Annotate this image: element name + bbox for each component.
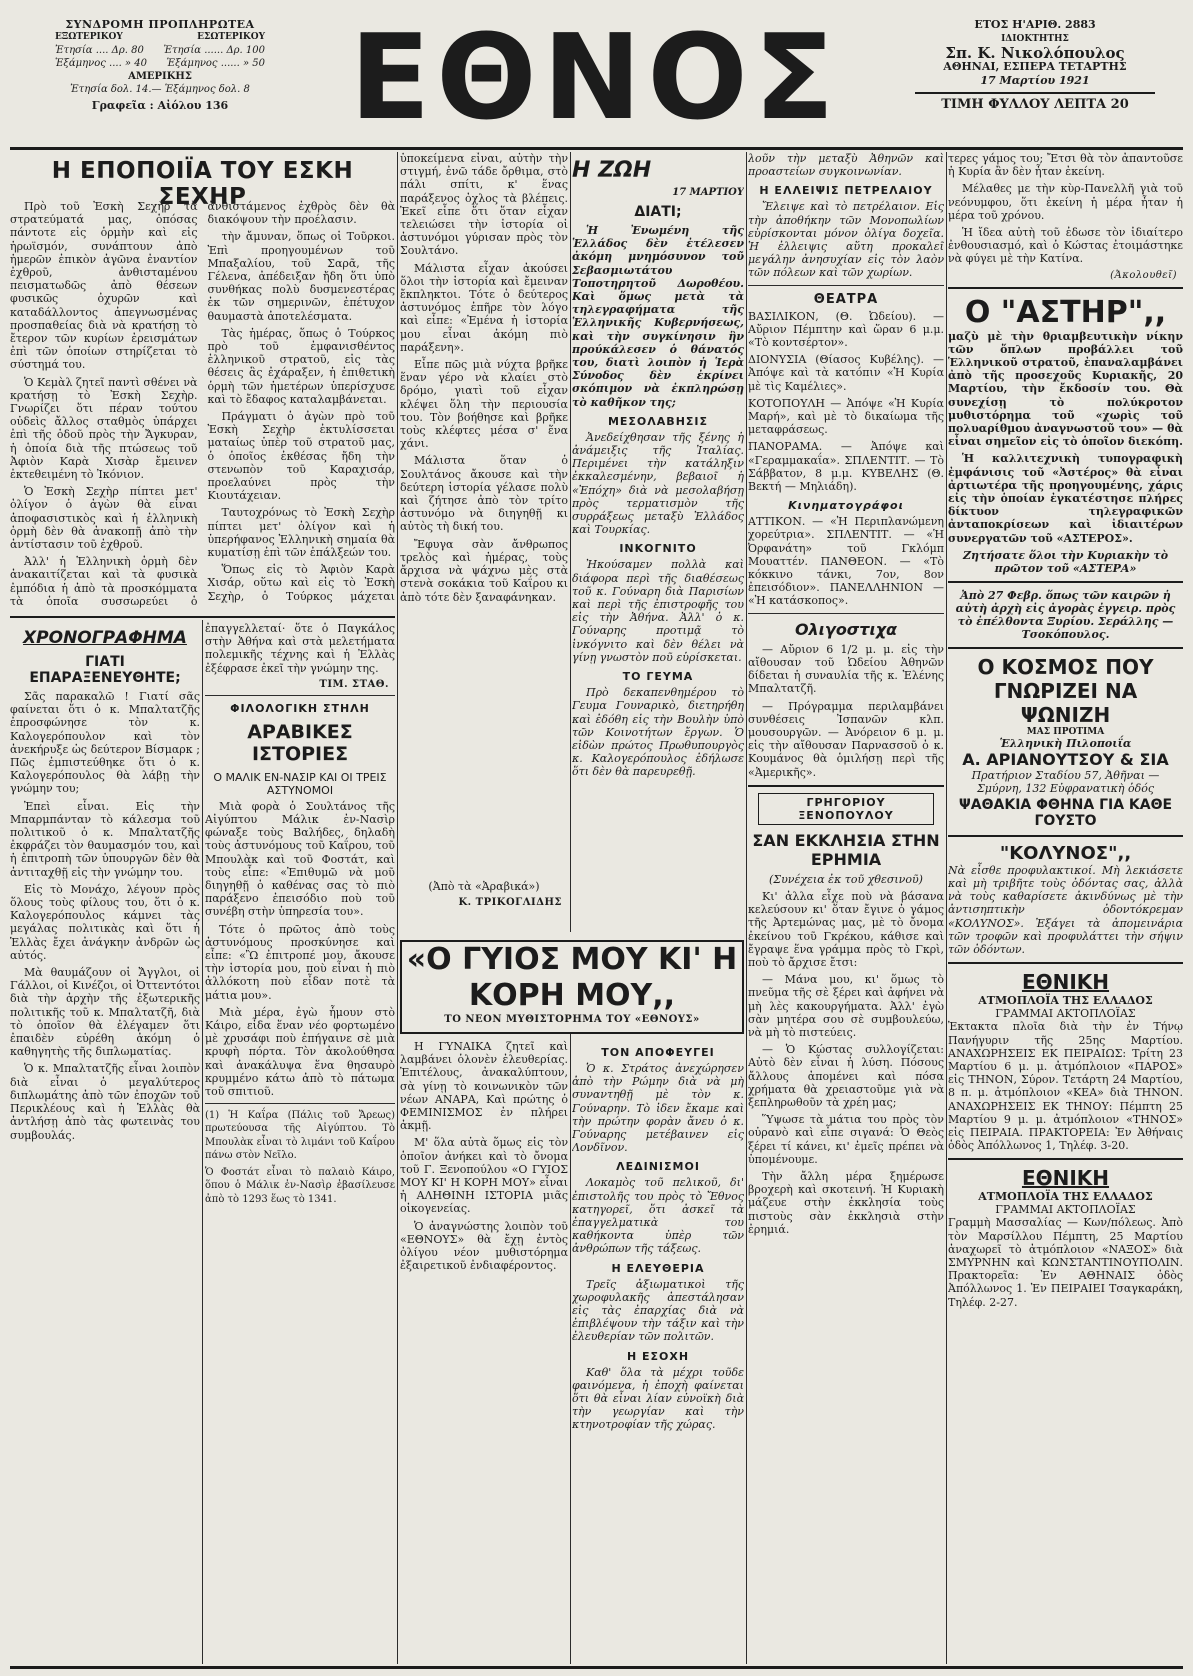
chronografima-subhead: ΓΙΑΤΙ ΕΠΑΡΑΞΕΝΕΥΘΗΤΕ; [29, 654, 181, 686]
story-subtitle: Ο ΜΑΛΙΚ ΕΝ-ΝΑΣΙΡ ΚΑΙ ΟΙ ΤΡΕΙΣ ΑΣΤΥΝΟΜΟΙ [213, 770, 387, 797]
column-3-sign [400, 880, 568, 912]
article-paragraph: Ὁ ἀναγνώστης λοιπὸν τοῦ «ΕΘΝΟΥΣ» θὰ ἔχῃ ἐντὸς ὀλίγου νέον μυθιστόρημα ἐξαιρετικοῦ ἐνδιαφέροντος. [400, 1219, 568, 1273]
article-paragraph: — Πρόγραμμα περιλαμβάνει συνθέσεις Ἰσπανῶν κλπ. μουσουργῶν. — Ἀνόρειον 6 μ. μ. εἰς τὴν αἴθουσαν Παρνασσοῦ ὁ κ. Κουμάνος θὰ ὁμιλήσῃ περὶ τῆς «Ἀμερικῆς». [748, 699, 944, 779]
article-paragraph: — Μάνα μου, κι' ὅμως τὸ πνεῦμα τῆς σὲ ξέρει καὶ ἀφήνει νὰ μὴ λὲς κακουργήματα. Ἀλλ' ἐγὼ σὰν μητέρα σου σὲ συμβουλεύω, νὰ μὴ τὸ πιστεύεις. [748, 973, 944, 1039]
divider [205, 695, 395, 696]
article-paragraph: Ὅπως εἰς τὸ Ἀφιὸν Καρὰ Χισάρ, οὕτω καὶ εἰς τὸ Ἐσκὴ Σεχὴρ, ὁ Τούρκος μάχεται [207, 563, 395, 603]
ethniki-ad-sub: ΑΤΜΟΠΛΟΪΑ ΤΗΣ ΕΛΛΑΔΟΣ [978, 994, 1153, 1008]
ethniki-ad-text: Γραμμὴ Μασσαλίας — Κων/πόλεως. Ἀπὸ τὸν Μαρσίλλου Πέμπτη, 25 Μαρτίου ἀναχωρεῖ τὸ ἀτμόπλοιον «ΝΑΞΟΣ» διὰ ΣΜΥΡΝΗΝ καὶ ΚΩΝΣΤΑΝΤΙΝΟΥΠΟΛΙΝ. Πρακτορεῖα: Ἐν ΑΘΗΝΑΙΣ ὁδὸς Ἀπόλλωνος 1. Ἐν ΠΕΙΡΑΙΕΙ Τσαγκαράκη, Τηλέφ. 2-27. [948, 1216, 1183, 1309]
column-rule [746, 152, 747, 1664]
novel-announcement-text [400, 1040, 568, 1664]
section-title-zoi: Η ΖΩΗ [572, 158, 652, 183]
column-4-lower [572, 1040, 744, 1664]
article-paragraph: Ἀνεδείχθησαν τῆς ξένης ἡ ἀνάμειξις τῆς Ἰταλίας. Περιμένει τὴν κατάληξιν ἐκκαλεσμένην, βεβαιοῖ ἡ «Ἐπόχη» διὰ νὰ μεσολαβήσῃ πρὸς τερματισμὸν τῆς συρράξεως μεταξὺ Ἑλλάδος καὶ Τουρκίας. [572, 430, 744, 537]
footnote: Ὁ Φοστάτ εἶναι τὸ παλαιὸ Κάιρο, ὅπου ὁ Μάλικ ἐν-Νασὶρ ἐβασίλευσε ἀπὸ τὸ 1293 ἕως τὸ 1341. [205, 1167, 395, 1205]
article-paragraph: Εἶπε πῶς μιὰ νύχτα βρῆκε ἕναν γέρο νὰ κλαίει στὸ δρόμο, γιατὶ τοῦ εἶχαν κλέψει ὅλη τὴν περιουσία του. Τὸν βοήθησε καὶ βρῆκε τοὺς κλέφτες μέσα σ' ἕνα χάνι. [400, 358, 568, 451]
column-5 [748, 152, 944, 1664]
article-paragraph: Ἀλλ' ἡ Ἑλληνικὴ ὁρμὴ δὲν ἀνακαιτίζεται καὶ τὰ φυσικὰ ἐμπόδια ἡ ἀπὸ τὰ προσκόμματα τὰ ὁποῖα συσσωρεύει ὁ ἀνθιστάμενος ἐχθρὸς δὲν θὰ διακόψουν τὴν προέλασιν. [10, 200, 395, 608]
ethniki-ad-title: ΕΘΝΙΚΗ [1021, 970, 1110, 995]
column-4 [572, 152, 744, 932]
kosmos-ad-address: Πρατήριον Σταδίου 57, Ἀθῆναι — Σμύρνη, 132 Εὐφρανατικὴ ὁδός [971, 768, 1160, 795]
article-paragraph: Μάλιστα εἶχαν ἀκούσει ὅλοι τὴν ἱστορία καὶ ἔμειναν ἔκπληκτοι. Τότε ὁ δεύτερος ἀστυνόμος ἐπῆρε τὸν λόγο καὶ εἶπε: «Ἐμένα ἡ ἱστορία μου εἶναι ἀκόμη πιὸ παράξενη». [400, 261, 568, 354]
ethniki-ad-line: ΓΡΑΜΜΑΙ ΑΚΤΟΠΛΟΪΑΣ [995, 1007, 1136, 1021]
footnote: (1) Ἡ Καΐρα (Πάλις τοῦ Ἄρεως) πρωτεύουσα τῆς Αἰγύπτου. Τὸ Μπουλὰκ εἶναι τὸ λιμάνι τοῦ Καΐρου πάνω στὸν Νεῖλο. [205, 1110, 395, 1161]
article-paragraph: Καθ' ὅλα τὰ μέχρι τοῦδε φαινόμενα, ἡ ἐποχὴ φαίνεται ὅτι θὰ εἶναι λίαν εὐνοϊκὴ διὰ τὴν γεωργίαν καὶ τὴν κτηνοτροφίαν τῆς χώρας. [572, 1365, 744, 1432]
subscription-domestic-label: ΕΣΩΤΕΡΙΚΟΥ [197, 32, 265, 42]
article-paragraph: Κι' ἀλλα εἶχε ποὺ νὰ βάσανα κελεύσουν κι' ὅταν ἔγινε ὁ γάμος τῆς Ἀρτεμώνας μας, μὲ τὸ ὄνομα ἐκείνου τοῦ Γκρέκου, κάθισε καὶ ἔγραψε ἕνα γράμμα πρὸς τὸ Γκρὶ, ποὺ τὸ ἄρχισε ἔτσι: [748, 889, 944, 969]
article-paragraph: Πράγματι ὁ ἀγὼν πρὸ τοῦ Ἐσκὴ Σεχὴρ ἐκτυλίσσεται ματαίως ὑπὲρ τοῦ στρατοῦ μας, ὁ ὁποῖος ἐκθέσας ἤδη τὴν στενωπὸν τοῦ Καραχισάρ, προελαύνει πρὸς τὴν Κιουτάχειαν. [207, 410, 395, 503]
subscription-row: Ἐτησία .... Δρ. 80 [55, 45, 144, 56]
article-paragraph: Ὁ κ. Μπαλτατζῆς εἶναι λοιπὸν διὰ εἶναι ὁ μεγαλύτερος διπλωμάτης ἀπὸ τῶν ἐποχῶν τοῦ Περικλέους καὶ ἡ Ἑλλὰς θὰ ἀντλήσῃ ἀπὸ τὰς φωτεινὰς του συμβουλάς. [10, 1062, 200, 1142]
article-paragraph: Ἔφυγα σὰν ἄνθρωπος τρελὸς καὶ ἡμέρας, τοὺς ἄρχισα νὰ ψάχνω μὲς στὰ στενὰ σοκάκια τοῦ Καΐρου κι ἀπὸ τότε δὲν ξαναφάνηκαν. [400, 537, 568, 604]
bottom-rule [10, 1666, 1183, 1669]
ethniki-ad-text: Ἐκτακτα πλοῖα διὰ τὴν ἐν Τήνῳ Πανήγυριν τῆς 25ης Μαρτίου. ΑΝΑΧΩΡΗΣΕΙΣ ΕΚ ΠΕΙΡΑΙΩΣ: Τρίτη 23 Μαρτίου 6 μ. μ. ἀτμόπλοιον «ΠΑΡΟΣ» εἰς ΤΗΝΟΝ, Σύρον. Τετάρτη 24 Μαρτίου, 8 π. μ. ἀτμόπλοιον «ΚΕΑ» διὰ ΤΗΝΟΝ. ΑΝΑΧΩΡΗΣΕΙΣ ΕΚ ΤΗΝΟΥ: Πέμπτη 25 Μαρτίου 9 μ. μ. ἀτμόπλοιον «ΤΗΝΟΣ» εἰς ΠΕΙΡΑΙΑ. ΠΡΑΚΤΟΡΕΙΑ: Ἐν Ἀθήναις ὁδὸς Ἀπόλλωνος 1, Τηλέφ. 3-20. [948, 1020, 1183, 1153]
story-title: ΑΡΑΒΙΚΕΣ ΙΣΤΟΡΙΕΣ [247, 720, 353, 765]
ethniki-ad-line: ΓΡΑΜΜΑΙ ΑΚΤΟΠΛΟΪΑΣ [995, 1203, 1136, 1217]
column-6 [948, 152, 1183, 1664]
article-subhead: ΜΕΣΟΛΑΒΗΣΙΣ [607, 414, 709, 428]
section-title-oligostixa: Ολιγοστιχα [794, 619, 898, 639]
masthead [0, 0, 1193, 150]
astir-ad-text: Ἡ καλλιτεχνικὴ τυπογραφικὴ ἐμφάνισις τοῦ «Ἀστέρος» θὰ εἶναι ἀρτιωτέρα τῆς προηγουμένης, χάρις εἰς τὴν ὁποίαν ἐγκατέστησε πλήρες δίκτυον τηλεγραφικῶν ἀνταποκρίσεων καὶ ἰδιαιτέρων συνεργατῶν τοῦ «ΑΣΤΕΡΟΣ». [948, 452, 1183, 545]
story-title: ΣΑΝ ΕΚΚΛΗΣΙΑ ΣΤΗΝ ΕΡΗΜΙΑ [752, 830, 940, 869]
owner-label: ΙΔΙΟΚΤΗΤΗΣ [1001, 34, 1069, 44]
column-2 [205, 622, 395, 1664]
astir-ad-text: μαζὺ μὲ τὴν θριαμβευτικὴν νίκην τῶν ὅπλων προβάλλει τοῦ Ἑλληνικοῦ στρατοῦ, ἐπαναλαμβάνει ἀπὸ τῆς προσεχοῦς Κυριακῆς, 20 Μαρτίου, τὴν ἔκδοσίν του. Θὰ συνεχίσῃ τὸ πολύκροτον μυθιστόρημα τοῦ «χωρὶς τοῦ πολυαρίθμου ἀναγνωστοῦ του» — θὰ εἶναι σημεῖον εἰς τὸ ὁποῖον διεκόπη. [948, 329, 1183, 449]
divider [948, 962, 1183, 964]
novel-title: «Ο ΓΥΙΟΣ ΜΟΥ ΚΙ' Η ΚΟΡΗ ΜΟΥ,, [406, 942, 738, 1013]
divider [948, 581, 1183, 583]
article-paragraph: Μέλαθες με τὴν κὺρ-Πανελλῆ γιὰ τοῦ νεόνυμφου, ὅτι ἐκείνη ἡ μέρα ἦταν ἡ μέρα τοῦ χρόνου. [948, 182, 1183, 222]
listing: ΒΑΣΙΛΙΚΟΝ, (Θ. Ὠδείου). — Αὔριον Πέμπτην καὶ ὥραν 6 μ.μ. «Τὸ κοντσέρτον». [748, 309, 944, 350]
article-paragraph: Ὕψωσε τὰ μάτια του πρὸς τὸν οὐρανὸ καὶ εἶπε σιγανά: Ὁ Θεὸς ξέρει τί κάνει, κι' ἐμεῖς πρέπει νὰ ὑπομένουμε. [748, 1113, 944, 1166]
novel-announcement-box [400, 940, 744, 1034]
listing: ΠΑΝΟΡΑΜΑ. — Ἀπόψε καὶ «Γεραμμακαΐα». ΣΠΛΕΝΤΙΤ. — Τὸ Σάββατον, 8 μ.μ. ΚΥΒΕΛΗΣ (Θ. Βεκτή — Μηλιάδη). [748, 440, 944, 494]
astir-ad-title: Ο "ΑΣΤΗΡ",, [964, 294, 1167, 330]
divider [948, 647, 1183, 649]
article-paragraph: Σᾶς παρακαλῶ ! Γιατί σᾶς φαίνεται ὅτι ὁ κ. Μπαλτατζῆς ἐπροσφώνησε τὸν κ. Καλογερόπουλον καὶ τὸν ἀνεκήρυξε ὡς δεύτερον Βίσμαρκ ; Πῶς ἐμπιστεύθηκε ὅτι ὁ κ. Καλογερόπουλος θὰ λάβῃ τὴν γνώμην του; [10, 690, 200, 796]
divider [748, 613, 944, 614]
article-subhead: Η ΕΣΟΧΗ [626, 1349, 690, 1363]
article-paragraph: Ὁ Ἐσκὴ Σεχὴρ πίπτει μετ' ὀλίγον ὁ ἀγὼν θὰ εἶναι ἀποφασιστικὸς καὶ ἡ ἑλληνικὴ ὁρμὴ δὲν θὰ ἀνακοπῇ ἀπὸ τὴν ἀντίστασιν τοῦ ἐχθροῦ. [10, 485, 198, 552]
kosmos-ad-title: Ο ΚΟΣΜΟΣ ΠΟΥ ΓΝΩΡΙΖΕΙ ΝΑ ΨΩΝΙΖΗ [977, 654, 1154, 727]
article-paragraph: Μὰ θαυμάζουν οἱ Ἄγγλοι, οἱ Γάλλοι, οἱ Κινέζοι, οἱ Ὀττεντότοι διὰ τὴν ἀρχὴν τῆς ἐξωτερικῆς πολιτικῆς τοῦ κ. Μπαλτατζῆ, διὰ τὸ ὁποῖον θὰ ἐλέγαμεν ὅτι ἐπαιδὲν εὑρέθη ἀκόμη ὁ καθηγητὴς τῆς διπλωματίας. [10, 966, 200, 1059]
divider [748, 785, 944, 787]
kosmos-ad-tagline: ΨΑΘΑΚΙΑ ΦΘΗΝΑ ΓΙΑ ΚΑΘΕ ΓΟΥΣΤΟ [958, 796, 1173, 829]
lead-article [10, 200, 395, 610]
divider [948, 287, 1183, 289]
ethniki-ad-sub: ΑΤΜΟΠΛΟΪΑ ΤΗΣ ΕΛΛΑΔΟΣ [978, 1190, 1153, 1204]
article-subhead: Η ΕΛΛΕΙΨΙΣ ΠΕΤΡΕΛΑΙΟΥ [759, 184, 933, 198]
article-paragraph: Λοκαμὸς τοῦ πελικοῦ, δι' ἐπιστολῆς του πρὸς τὸ Ἔθνος κατηγορεῖ, ὅτι ἀσκεῖ τὰ ἐπαγγελματικὰ του καθήκοντα ὑπὲρ τῶν ἀνθρώπων τῆς τάξεως. [572, 1176, 744, 1256]
listing: ΑΤΤΙΚΟΝ. — «Ἡ Περιπλανώμενη χορεύτρια». ΣΠΛΕΝΤΙΤ. — «Ἡ Ὀρφανάτη» τοῦ Γκλόμπ Μουαττέν. ΠΑΝΘΕΟΝ. — «Τὸ κόκκινο τάνκι, 7ον, 8ον ἐπεισόδιον». ΠΑΝΕΛΛΗΝΙΟΝ — «Ἡ κατάσκοπος». [748, 515, 944, 608]
subscription-america-row: Ἐτησία δολ. 14.— Ἑξάμηνος δολ. 8 [70, 84, 250, 95]
section-title-chronografima: ΧΡΟΝΟΓΡΑΦΗΜΑ [23, 628, 187, 648]
subscription-title: ΣΥΝΔΡΟΜΗ ΠΡΟΠΛΗΡΩΤΕΑ [65, 18, 255, 31]
section-title-cinemas: Κινηματογράφοι [788, 499, 904, 513]
column-rule [202, 620, 203, 1664]
small-ad: Ἀπὸ 27 Φεβρ. ὅπως τῶν καιρῶν ἡ αὐτὴ ἀρχὴ εἰς ἀγορὰς ἐγγειρ. πρὸς τὸ ἐπέλθοντα Ξυρίου. Σεράλλης — Τσοκόπουλος. [955, 588, 1176, 641]
article-subhead: ΔΙΑΤΙ; [634, 204, 682, 220]
article-paragraph: ὑποκείμενα εἶναι, αὐτὴν τὴν στιγμή, ἐνῶ τάδε ὄρθιμα, στὸ πάλι σπίτι, κ' ἕνας παράξενος ὀχλος τὰ βλέπεις. Ἐκεῖ εἶπε ὅτι ὅταν εἶχαν τελειώσει τὴν ἱστορία οἱ ἀστυνόμοι γύρισαν πρὸς τὸν Σουλτάνο. [400, 152, 568, 258]
divider [948, 1158, 1183, 1160]
signature: ΤΙΜ. ΣΤΑΘ. [319, 678, 389, 690]
article-paragraph: Ἡ ἴδεα αὐτὴ τοῦ ἐδωσε τὸν ἰδιαίτερο ἐνθουσιασμό, καὶ ὁ Κώστας ἐτοιμάστηκε νὰ φύγει μὲ τὴν Κατίνα. [948, 226, 1183, 266]
ethniki-ad-title: ΕΘΝΙΚΗ [1021, 1166, 1110, 1191]
article-paragraph: Τὰς ἡμέρας, ὅπως ὁ Τούρκος πρὸ τοῦ ἐμφανισθέντος ἑλληνικοῦ στρατοῦ, εἰς τὰς θέσεις ἃς ἐχάραξεν, ἡ ἐπιθετικὴ ὁρμὴ τῶν ἡμετέρων ὑπερίσχυσε καὶ τὸ ἔδαφος καταλαμβάνεται. [207, 326, 395, 406]
article-subhead: ΛΕΔΙΝΙΣΜΟΙ [616, 1160, 700, 1174]
column-rule [946, 152, 947, 1664]
article-paragraph: Τρεῖς ἀξιωματικοὶ τῆς χωροφυλακῆς ἀπεστάλησαν εἰς τὰς ἐπαρχίας διὰ νὰ ἐπιβλέψουν τὴν τάξιν καὶ τὴν ἐλευθερίαν τῶν πολιτῶν. [572, 1277, 744, 1344]
story-source: (Ἀπὸ τὰ «Ἀραβικά») [428, 880, 540, 893]
kolynos-ad-text: Νὰ εἶσθε προφυλακτικοί. Μὴ λεκιάσετε καὶ μὴ τριβῆτε τοὺς ὀδόντας σας, ἀλλὰ νὰ τοὺς καθαρίσετε ἀκινδύνως μὲ τὴν ἀντισηπτικὴν ὀδοντόκρεμαν «ΚΟΛΥΝΟΣ». Ἐξάγει τὰ ἀπομεινάρια τῶν τροφῶν καὶ προφυλάττει τὴν σήψιν τῶν ὀδόντων. [948, 863, 1183, 957]
article-paragraph: — Ὁ Κώστας συλλογίζεται: Αὐτὸ δὲν εἶναι ἡ λύση. Πόσους ἄλλους ἀπομένει καὶ πόσα χρήματα θὰ χρειαστοῦμε γιὰ νὰ ξεπληρωθοῦν τὰ χρέη μας; [748, 1043, 944, 1109]
subscription-foreign-label: ΕΞΩΤΕΡΙΚΟΥ [55, 32, 123, 42]
story-subtitle: (Συνέχεια ἐκ τοῦ χθεσινοῦ) [769, 872, 923, 886]
article-paragraph: Τότε ὁ πρῶτος ἀπὸ τοὺς ἀστυνόμους προσκύνησε καὶ εἶπε: «Ὢ ἐπιτροπέ μου, ἄκουσε τὴν ἱστορία μου, ποὺ εἶναι ἡ πιὸ ἀλλόκοτη ποὺ εἶδαν ποτὲ τὰ μάτια μου». [205, 922, 395, 1002]
kosmos-ad-sub: ΜΑΣ ΠΡΟΤΙΜΑ [1026, 726, 1105, 737]
signature: Κ. ΤΡΙΚΟΓΛΙΔΗΣ [458, 897, 562, 909]
article-paragraph: Ἔλειψε καὶ τὸ πετρέλαιον. Εἰς τὴν ἀποθήκην τῶν Μονοπωλίων εὑρίσκονται μόνον ὀλίγα δοχεῖα. Ἡ ἐλλειψις αὕτη προκαλεῖ μεγάλην ἀνησυχίαν εἰς τὸν λαὸν τῶν πόλεων καὶ τῶν χωρίων. [748, 200, 944, 280]
info-rule [915, 92, 1155, 94]
article-paragraph: Ταυτοχρόνως τὸ Ἐσκὴ Σεχὴρ πίπτει μετ' ὀλίγον καὶ ἡ ὑπερήφανος Ἑλληνικὴ σημαία θὰ κυματίσῃ ἐπὶ τῶν ἐπάλξεών του. [207, 506, 395, 560]
lead-headline: Η ΕΠΟΠΟΙΪΑ ΤΟΥ ΕΣΚΗ ΣΕΧΗΡ [51, 158, 354, 210]
issue-number: ΕΤΟΣ Η'ΑΡΙΘ. 2883 [974, 18, 1096, 31]
astir-ad-call: Ζητήσατε ὅλοι τὴν Κυριακὴν τὸ πρῶτον τοῦ «ΑΣΤΕΡΑ» [962, 548, 1169, 575]
column-1 [10, 622, 200, 1664]
divider [205, 1103, 395, 1104]
section-title-theatres: ΘΕΑΤΡΑ [813, 291, 879, 307]
article-subhead: ΤΟΝ ΑΠΟΦΕΥΓΕΙ [601, 1046, 715, 1059]
issue-info [905, 18, 1165, 112]
article-paragraph: Εἰς τὸ Μονάχο, λέγουν πρὸς ὅλους τοὺς φίλους του, ὅτι ὁ κ. Καλογερόπουλος κάμνει τὰς μεγάλας πολιτικὰς καὶ ὅτι ἡ Ἑλλὰς ἔχει ἀνάγκην ἀνδρῶν ὡς αὐτός. [10, 882, 200, 962]
article-paragraph: Μάλιστα ὅταν ὁ Σουλτάνος ἄκουσε καὶ τὴν δεύτερη ἱστορία γέλασε πολὺ καὶ ζήτησε ἀπὸ τὸν τρίτο ἀστυνόμο νὰ διηγηθῇ κι αὐτὸς τὴ δική του. [400, 454, 568, 534]
novel-subtitle: ΤΟ ΝΕΟΝ ΜΥΘΙΣΤΟΡΗΜΑ ΤΟΥ «ΕΘΝΟΥΣ» [444, 1014, 700, 1025]
article-paragraph: Μιὰ φορὰ ὁ Σουλτάνος τῆς Αἰγύπτου Μάλικ ἐν-Νασὶρ φώναξε τοὺς Βαλήδες, δηλαδὴ τοὺς ἀστυνόμους τοῦ Καΐρου, τοῦ Μπουλὰκ καὶ τοῦ Φοστάτ, καὶ τοὺς εἶπε: «Ἐπιθυμῶ νὰ μοῦ διηγηθῇ ὁ καθένας σας τὸ πιὸ παράξενο ἐπεισόδιο ποὺ τοῦ συνέβη στὴν ὑπηρεσία του». [205, 799, 395, 919]
newspaper-title: ΕΘΝΟΣ [349, 8, 841, 146]
article-paragraph: Τὴν ἄλλη μέρα ξημέρωσε βροχερὴ καὶ σκοτεινή. Ἡ Κυριακὴ μάζευε στὴν ἐκκλησία τοὺς πιστοὺς σὰν ἐκκλησιὰ στὴν ἐρημιά. [748, 1169, 944, 1236]
article-paragraph: Μιὰ μέρα, ἐγὼ ἦμουν στὸ Κάιρο, εἶδα ἕναν νέο φορτωμένο μὲ χρυσάφι ποὺ ἐπήγαινε σὲ μιὰ κρυφὴ πόρτα. Τὸν ἀκολούθησα καὶ ἀνακάλυψα ἕνα θησαυρὸ κρυμμένο κάτω ἀπὸ τὸ πάτωμα τοῦ σπιτιοῦ. [205, 1005, 395, 1099]
kosmos-ad-name: Α. ΑΡΙΑΝΟΥΤΣΟΥ & ΣΙΑ [962, 749, 1169, 769]
lead-rule [10, 616, 395, 618]
divider [748, 285, 944, 286]
continued-note: (Ἀκολουθεῖ) [1110, 269, 1177, 281]
article-paragraph: τερες γάμος του; Ἔτσι θὰ τὸν ἀπαντοῦσε ἡ Κυρία ἂν δὲν ἦταν ἐκείνη. [948, 152, 1183, 179]
issue-price: ΤΙΜΗ ΦΥΛΛΟΥ ΛΕΠΤΑ 20 [941, 97, 1129, 112]
masthead-rule [10, 147, 1183, 150]
column-rule [397, 152, 398, 1664]
article-paragraph: ἐπαγγελλεταί· ὅτε ὁ Παγκάλος στὴν Ἀθήνα καὶ στὰ μελετήματα πολεμικῆς τέχνης καὶ ἡ Ἐλλὰς ἐξέφρασε ἐκεῖ τὴν γνώμην της. [205, 622, 395, 675]
offices-address: Γραφεῖα : Αἰόλου 136 [91, 99, 229, 112]
article-paragraph: Ἡ Ἐνωμένη τῆς Ἑλλάδος δὲν ἐτέλεσεν ἀκόμη μνημόσυνον τοῦ Σεβασμιωτάτου Τοποτηρητοῦ Δωροθέου. Καὶ ὅμως μετὰ τὰ τηλεγραφήματα τῆς Ἑλληνικῆς Κυβερνήσεως, καὶ τὴν συγκίνησιν ἣν προύκάλεσεν ὁ θάνατός του, διατὶ λοιπὸν ἡ Ἱερὰ Σύνοδος δὲν ἐκρίνει σκόπιμον νὰ ἐκπληρώσῃ τὸ καθῆκον της; [572, 224, 744, 409]
article-subhead: ΤΟ ΓΕΥΜΑ [622, 670, 694, 684]
byline: ΓΡΗΓΟΡΙΟΥ ΞΕΝΟΠΟΥΛΟΥ [758, 793, 934, 825]
kosmos-ad-shop: Ἑλληνικὴ Πιλοποιΐα [999, 736, 1132, 750]
subscription-america-label: ΑΜΕΡΙΚΗΣ [128, 71, 192, 82]
place-day: ΑΘΗΝΑΙ, ΕΣΠΕΡΑ ΤΕΤΑΡΤΗΣ [943, 60, 1127, 73]
column-3 [400, 152, 568, 752]
article-paragraph: τὴν ἄμυναν, ὅπως οἱ Τοῦρκοι. Ἐπὶ προηγουμένων τοῦ Μπαξαλίου, τοῦ Σαρᾶ, τῆς Γέλενα, ἀπέδειξαν ἤδη ὅτι ὑπὸ συνθήκας πολὺ δυσμενεστέρας ἐκ τῶν σημερινῶν, ἐπέτυχον θαυμαστὰ ἀποτελέσματα. [207, 230, 395, 323]
article-paragraph: Ἠκούσαμεν πολλὰ καὶ διάφορα περὶ τῆς διαθέσεως τοῦ κ. Γούναρη διὰ Παρισίων καὶ περὶ τῆς ἐπιστροφῆς του εἰς τὴν Ἀθήνα. Ἀλλ' ὁ κ. Γούναρης προτιμᾷ τὸ ἰνκόγνιτο καὶ δὲν θέλει νὰ γίνῃ γνωστὸν ποῦ εὑρίσκεται. [572, 558, 744, 664]
issue-date: 17 Μαρτίου 1921 [980, 74, 1090, 87]
subscription-row: Ἑξάμηνος .... » 40 [55, 58, 147, 69]
article-paragraph: Ὁ Κεμὰλ ζητεῖ παντὶ σθένει νὰ κρατήσῃ τὸ Ἐσκὴ Σεχὴρ. Γνωρίζει ὅτι πέραν τούτου οὐδεὶς ἄλλος σταθμὸς ὑπάρχει ἐπὶ τῆς ὁδοῦ πρὸς τὴν Ἄγκυραν, ἡ ὁποία διὰ τῆς πτώσεως τοῦ Ἀφιὸν Καρὰ Χισὰρ ἔμεινεν ἐκτεθειμένη τὸ Ἰκόνιον. [10, 375, 198, 482]
kolynos-ad-title: "ΚΟΛΥΝΟΣ",, [999, 842, 1132, 864]
article-paragraph: Η ΓΥΝΑΙΚΑ ζητεῖ καὶ λαμβάνει ὁλονὲν ἐλευθερίας. Ἐπιτέλους, ἀνακαλύπτουν, σὰ γίνῃ τὸ κοινωνικὸν τῶν νέων ΑΝΑΡΑ, Καὶ πρώτης ὁ ΦΕΜΙΝΙΣΜΟΣ ἐν πλήρει ἀκμῇ. [400, 1040, 568, 1133]
article-paragraph: — Αὔριον 6 1/2 μ. μ. εἰς τὴν αἴθουσαν τοῦ Ὠδείου Ἀθηνῶν δίδεται ἡ συναυλία τῆς κ. Ἑλένης Μπαλτατζῆ. [748, 642, 944, 696]
article-paragraph: Ὁ κ. Στράτος ἀνεχώρησεν ἀπὸ τὴν Ρώμην διὰ νὰ μὴ συναντηθῇ μὲ τὸν κ. Γούναρην. Τὸ ἰδεν ἔκαμε καὶ τὴν πρώτην φορὰν ἄνευ ὁ κ. Γούναρης μετέβαινεν εἰς Λονδῖνον. [572, 1062, 744, 1155]
article-paragraph: Ἐπεὶ εἶναι. Εἰς τὴν Μπαρμπάνταν τὸ κάλεσμα τοῦ πολιτικοῦ ὁ κ. Μπαλτατζῆς ἐκφράζει τὸν θαυμασμόν του, καὶ ἡ ἐπιτροπὴ τῶν ὑπουργῶν δὲν θὰ ἀντιταχθῇ εἰς τὴν γνώμην του. [10, 799, 200, 879]
section-label-philology: ΦΙΛΟΛΟΓΙΚΗ ΣΤΗΛΗ [230, 701, 370, 715]
column-rule [570, 1034, 571, 1664]
article-subhead: ΙΝΚΟΓΝΙΤΟ [619, 542, 697, 556]
article-subhead: Η ΕΛΕΥΘΕΡΙΑ [611, 1261, 705, 1275]
divider [948, 835, 1183, 837]
section-date: 17 ΜΑΡΤΙΟΥ [672, 187, 744, 198]
article-paragraph: λοῦν τὴν μεταξὺ Ἀθηνῶν καὶ προαστείων συγκοινωνίαν. [748, 152, 944, 179]
subscription-box [55, 18, 265, 112]
subscription-row: Ἐτησία ...... Δρ. 100 [163, 45, 265, 56]
listing: ΚΟΤΟΠΟΥΛΗ — Ἀπόψε «Ἡ Κυρία Μαρή», καὶ μὲ τὸ δικαίωμα τῆς μεταφράσεως. [748, 396, 944, 437]
article-paragraph: Πρὸ δεκαπενθημέρου τὸ Γευμα Γουναρικὸ, διετηρήθη καὶ ἐδόθη εἰς τὴν Βουλὴν ὑπὸ τῶν Κοινοτήτων ἔργων. Ὁ εἰδὼν πρώτος Πρωθυπουργὸς κ. Καλογερόπουλος ἐδήλωσε ὅτι δὲν θὰ παρευρεθῇ. [572, 686, 744, 779]
subscription-row: Ἑξάμηνος ...... » 50 [166, 58, 265, 69]
column-rule [570, 152, 571, 932]
owner-name: Σπ. Κ. Νικολόπουλος [945, 44, 1125, 62]
listing: ΔΙΟΝΥΣΙΑ (Θίασος Κυβέλης). — Ἀπόψε καὶ τὰ κατόπιν «Ἡ Κυρία μὲ τὶς Καμέλιες». [748, 353, 944, 393]
article-paragraph: Πρὸ τοῦ Ἐσκὴ Σεχὴρ τὰ στρατεύματά μας, ὁπόσας πάντοτε εἰς ὁρμὴν καὶ εἰς ἡρωϊσμόν, συνάπτουν ἀπὸ ἡμερῶν ἐπικὸν ἀγῶνα ἐναντίον ἐχθροῦ, ἀνθισταμένου πεισματωδῶς ἀπὸ θέσεων φυσικῶς ὀχυρῶν καὶ καταδάλλοντος ἀπεγνωσμένας προσπαθείας διὰ νὰ κρατήσῃ τὸ ἔτερον τῶν κυρίων ἐρεισμάτων ἐπὶ τῶν ὁποίων στηρίζεται τὸ σύστημά του. [10, 200, 198, 372]
article-paragraph: Μ' ὅλα αὐτὰ ὅμως εἰς τὸν ὁποῖον ἀνήκει καὶ τὸ ὄνομα τοῦ Γ. Ξενοπούλου «Ο ΓΥΙΟΣ ΜΟΥ ΚΙ' Η ΚΟΡΗ ΜΟΥ» εἶναι ἡ ΑΛΗΘΙΝΗ ΙΣΤΟΡΙΑ μιᾶς οἰκογενείας. [400, 1136, 568, 1216]
